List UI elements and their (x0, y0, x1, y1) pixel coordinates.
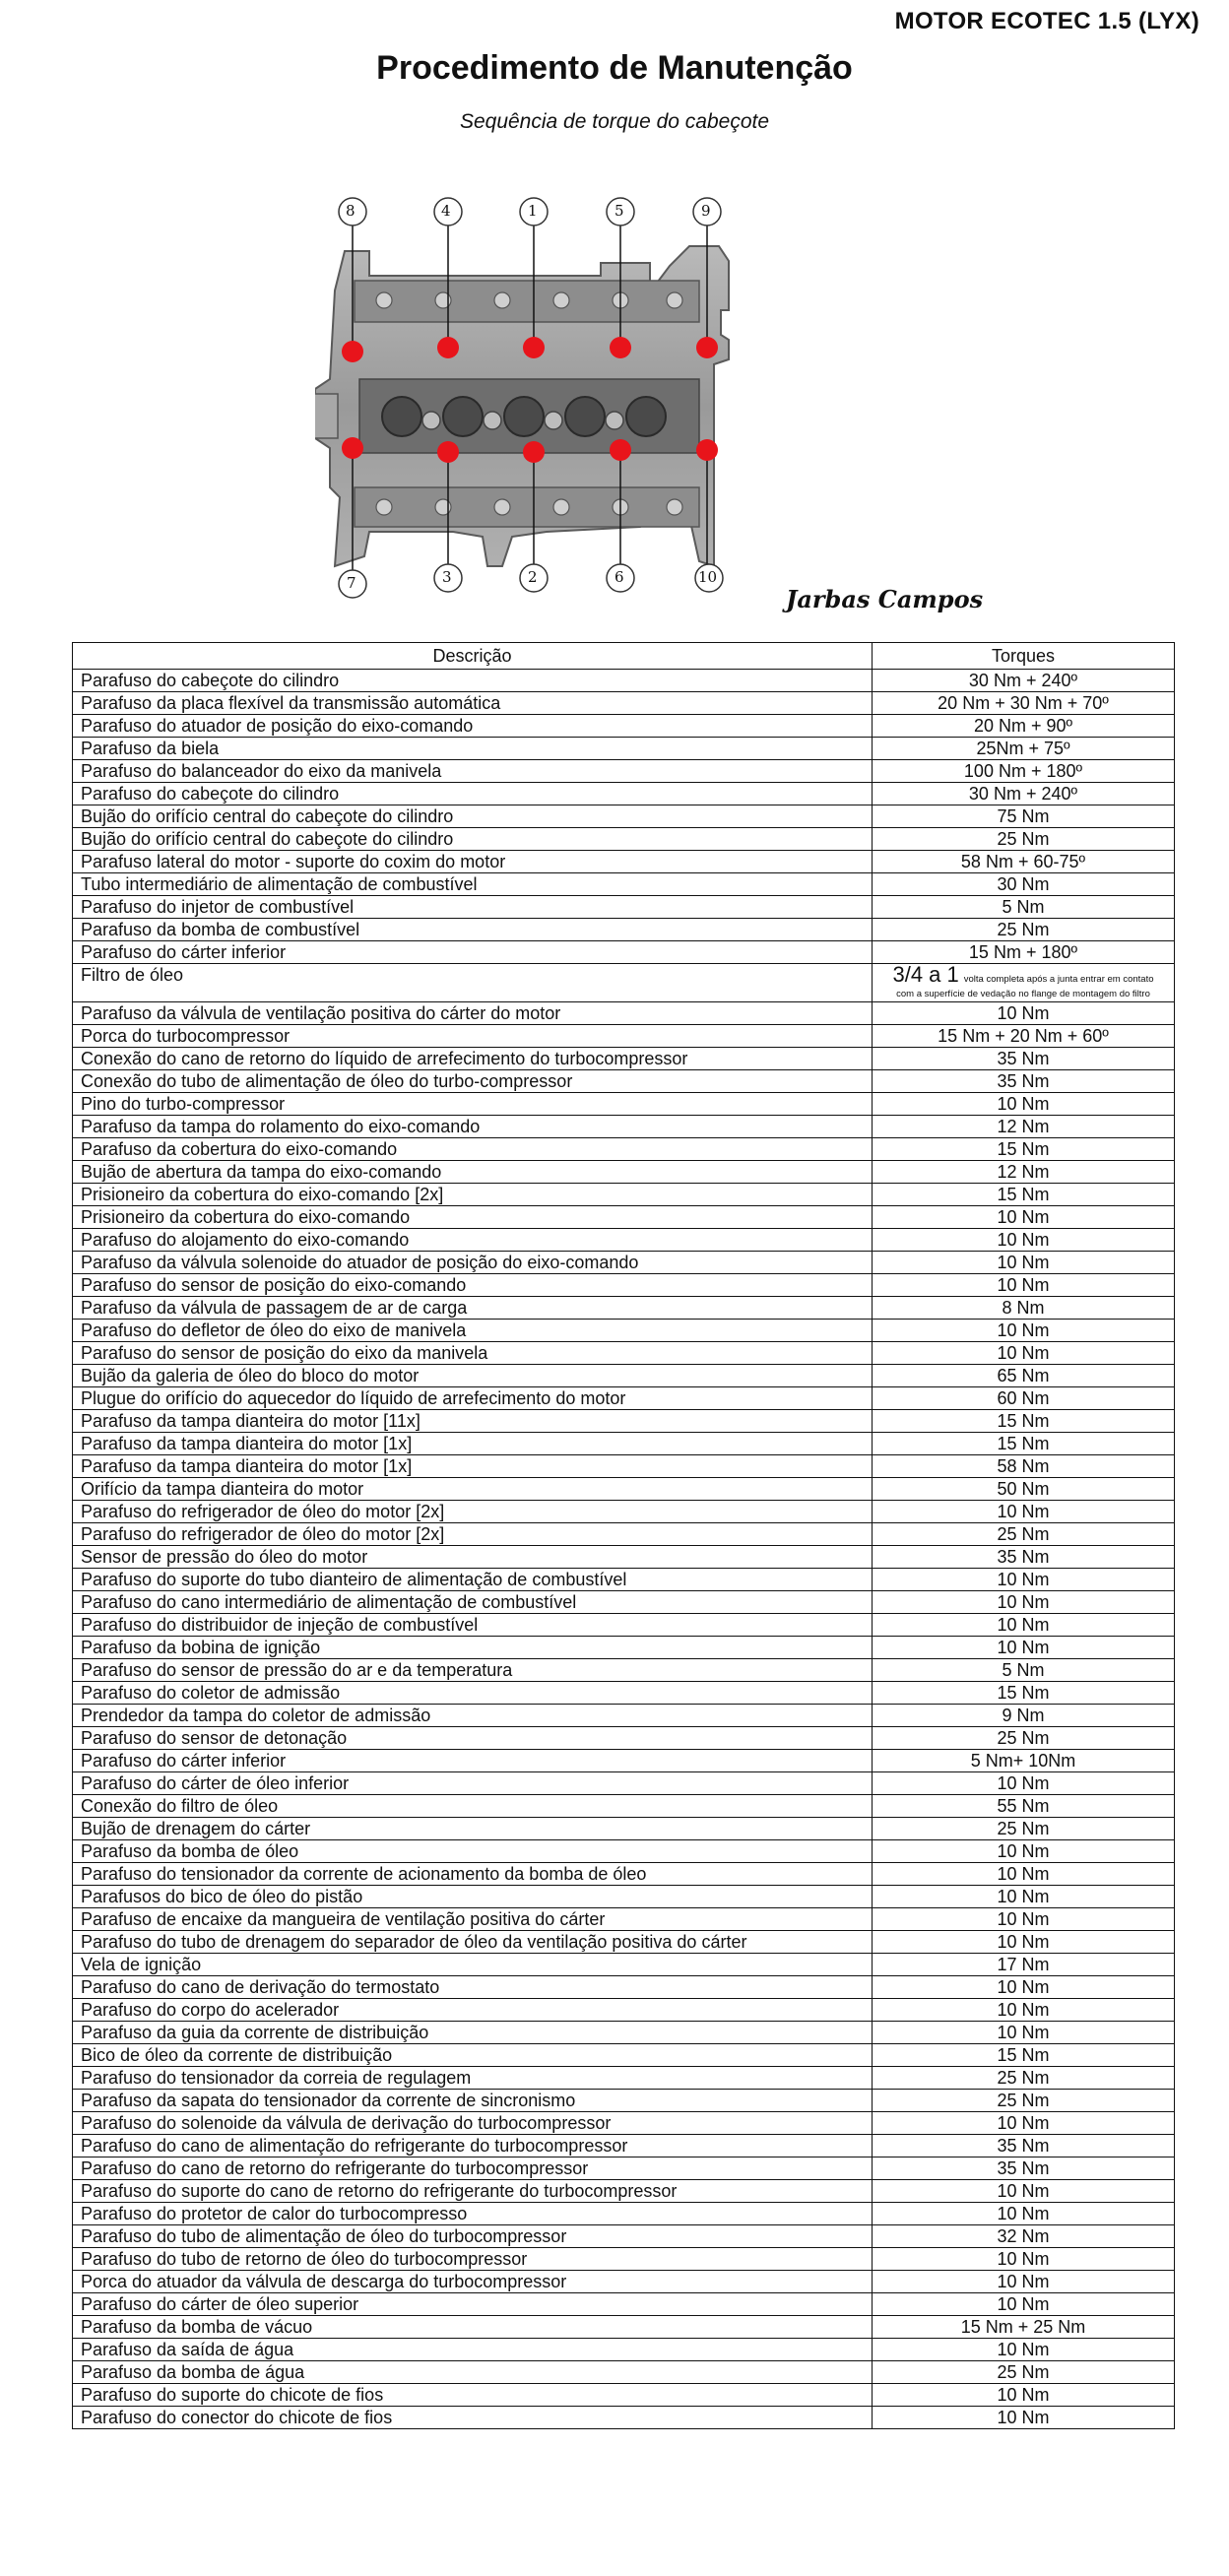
table-row (73, 1184, 1175, 1206)
torque-cell: 65 Nm (873, 1365, 1175, 1387)
table-row (73, 1274, 1175, 1297)
bolt-label: 1 (528, 202, 538, 220)
description-cell: Conexão do filtro de óleo (73, 1795, 873, 1818)
table-row (73, 1523, 1175, 1546)
description-cell: Bujão de abertura da tampa do eixo-comando (73, 1161, 873, 1184)
torque-cell: 5 Nm+ 10Nm (873, 1750, 1175, 1772)
table-row (73, 1070, 1175, 1093)
description-cell: Parafuso da sapata do tensionador da corrente de sincronismo (73, 2090, 873, 2112)
description-cell: Parafuso do tubo de drenagem do separador de óleo da ventilação positiva do cárter (73, 1931, 873, 1954)
description-cell: Parafuso da tampa do rolamento do eixo-comando (73, 1116, 873, 1138)
description-cell: Porca do atuador da válvula de descarga do turbocompressor (73, 2271, 873, 2293)
torque-cell: 10 Nm (873, 1840, 1175, 1863)
torque-cell: 58 Nm + 60-75º (873, 851, 1175, 873)
bolt-label: 4 (441, 202, 451, 220)
description-cell: Parafuso da guia da corrente de distribuição (73, 2022, 873, 2044)
table-row (73, 1682, 1175, 1705)
torque-cell: 15 Nm + 20 Nm + 60º (873, 1025, 1175, 1048)
description-cell: Parafuso do cabeçote do cilindro (73, 783, 873, 805)
torque-cell: 10 Nm (873, 1772, 1175, 1795)
description-cell: Prisioneiro da cobertura do eixo-comando [2x] (73, 1184, 873, 1206)
description-cell: Tubo intermediário de alimentação de combustível (73, 873, 873, 896)
bolt-label: 5 (614, 202, 624, 220)
table-row (73, 1750, 1175, 1772)
description-cell: Parafuso do corpo do acelerador (73, 1999, 873, 2022)
torque-cell: 55 Nm (873, 1795, 1175, 1818)
description-cell: Bujão da galeria de óleo do bloco do motor (73, 1365, 873, 1387)
description-cell: Parafuso do tensionador da corrente de acionamento da bomba de óleo (73, 1863, 873, 1886)
torque-cell: 60 Nm (873, 1387, 1175, 1410)
table-row (73, 1931, 1175, 1954)
table-row (73, 738, 1175, 760)
description-cell: Parafuso da válvula de passagem de ar de carga (73, 1297, 873, 1320)
table-row (73, 1116, 1175, 1138)
torque-cell: 10 Nm (873, 1999, 1175, 2022)
table-row (73, 2090, 1175, 2112)
torque-cell: 35 Nm (873, 1070, 1175, 1093)
table-row (73, 2112, 1175, 2135)
torque-cell: 10 Nm (873, 1342, 1175, 1365)
description-cell: Parafuso do refrigerador de óleo do motor [2x] (73, 1523, 873, 1546)
torque-cell: 17 Nm (873, 1954, 1175, 1976)
description-cell: Parafuso do distribuidor de injeção de combustível (73, 1614, 873, 1637)
description-cell: Parafuso da válvula solenoide do atuador de posição do eixo-comando (73, 1252, 873, 1274)
torque-cell: 15 Nm (873, 1682, 1175, 1705)
torque-note: com a superfície de vedação no flange de montagem do filtro (896, 989, 1150, 999)
description-cell: Parafuso da bomba de vácuo (73, 2316, 873, 2339)
table-row (73, 964, 1175, 1002)
torque-cell: 30 Nm (873, 873, 1175, 896)
table-row (73, 1637, 1175, 1659)
table-row (73, 1569, 1175, 1591)
torque-cell: 10 Nm (873, 1206, 1175, 1229)
table-row (73, 1705, 1175, 1727)
description-cell: Prisioneiro da cobertura do eixo-comando (73, 1206, 873, 1229)
torque-cell: 10 Nm (873, 1274, 1175, 1297)
table-row (73, 1320, 1175, 1342)
table-row (73, 692, 1175, 715)
table-row (73, 1772, 1175, 1795)
torque-cell: 10 Nm (873, 2339, 1175, 2361)
torque-cell: 25Nm + 75º (873, 738, 1175, 760)
table-row (73, 783, 1175, 805)
torque-cell: 30 Nm + 240º (873, 783, 1175, 805)
table-row (73, 2157, 1175, 2180)
table-row (73, 2316, 1175, 2339)
torque-cell: 8 Nm (873, 1297, 1175, 1320)
torque-cell: 10 Nm (873, 2271, 1175, 2293)
torque-cell: 12 Nm (873, 1116, 1175, 1138)
torque-cell: 20 Nm + 30 Nm + 70º (873, 692, 1175, 715)
description-cell: Parafuso da biela (73, 738, 873, 760)
table-row (73, 2293, 1175, 2316)
engine-label: MOTOR ECOTEC 1.5 (LYX) (894, 8, 1199, 34)
torque-cell: 10 Nm (873, 2022, 1175, 2044)
torque-table (72, 642, 1175, 2429)
description-cell: Bujão do orifício central do cabeçote do cilindro (73, 805, 873, 828)
table-row (73, 1478, 1175, 1501)
torque-cell: 25 Nm (873, 2067, 1175, 2090)
description-cell: Parafuso da tampa dianteira do motor [1x] (73, 1455, 873, 1478)
torque-cell: 35 Nm (873, 2135, 1175, 2157)
description-cell: Parafuso do coletor de admissão (73, 1682, 873, 1705)
torque-cell: 30 Nm + 240º (873, 670, 1175, 692)
torque-cell: 10 Nm (873, 2384, 1175, 2407)
table-row (73, 2225, 1175, 2248)
torque-cell: 15 Nm (873, 1184, 1175, 1206)
description-cell: Parafusos do bico de óleo do pistão (73, 1886, 873, 1908)
description-cell: Parafuso do suporte do chicote de fios (73, 2384, 873, 2407)
table-row (73, 1455, 1175, 1478)
description-cell: Parafuso do atuador de posição do eixo-comando (73, 715, 873, 738)
description-cell: Parafuso do sensor de pressão do ar e da temperatura (73, 1659, 873, 1682)
torque-cell: 32 Nm (873, 2225, 1175, 2248)
description-cell: Parafuso da placa flexível da transmissão automática (73, 692, 873, 715)
description-cell: Parafuso de encaixe da mangueira de ventilação positiva do cárter (73, 1908, 873, 1931)
description-cell: Parafuso do tensionador da correia de regulagem (73, 2067, 873, 2090)
torque-cell: 25 Nm (873, 919, 1175, 941)
cylinder-head-torque-diagram (315, 192, 867, 606)
table-row (73, 1591, 1175, 1614)
table-row (73, 2203, 1175, 2225)
description-cell: Parafuso do cano intermediário de alimentação de combustível (73, 1591, 873, 1614)
torque-cell: 9 Nm (873, 1705, 1175, 1727)
table-row (73, 1976, 1175, 1999)
description-cell: Bico de óleo da corrente de distribuição (73, 2044, 873, 2067)
table-row (73, 851, 1175, 873)
table-row (73, 760, 1175, 783)
bolt-label: 3 (442, 568, 452, 586)
description-cell: Parafuso do solenoide da válvula de derivação do turbocompressor (73, 2112, 873, 2135)
description-cell: Vela de ignição (73, 1954, 873, 1976)
description-cell: Parafuso do tubo de alimentação de óleo do turbocompressor (73, 2225, 873, 2248)
page-title: Procedimento de Manutenção (376, 49, 853, 87)
description-cell: Parafuso da tampa dianteira do motor [1x] (73, 1433, 873, 1455)
table-row (73, 1659, 1175, 1682)
table-row (73, 1999, 1175, 2022)
torque-cell: 10 Nm (873, 1002, 1175, 1025)
table-row (73, 1048, 1175, 1070)
description-cell: Parafuso do cárter de óleo inferior (73, 1772, 873, 1795)
description-cell: Sensor de pressão do óleo do motor (73, 1546, 873, 1569)
torque-cell: 25 Nm (873, 2361, 1175, 2384)
torque-cell: 10 Nm (873, 2180, 1175, 2203)
description-cell: Parafuso do cárter de óleo superior (73, 2293, 873, 2316)
torque-cell: 10 Nm (873, 1093, 1175, 1116)
description-cell: Parafuso do conector do chicote de fios (73, 2407, 873, 2429)
table-row (73, 805, 1175, 828)
description-cell: Parafuso do cano de alimentação do refrigerante do turbocompressor (73, 2135, 873, 2157)
torque-cell: 15 Nm (873, 1433, 1175, 1455)
description-cell: Conexão do cano de retorno do líquido de arrefecimento do turbocompressor (73, 1048, 873, 1070)
author-signature: Jarbas Campos (786, 585, 984, 613)
table-row (73, 1546, 1175, 1569)
description-cell: Parafuso do cano de derivação do termostato (73, 1976, 873, 1999)
table-row (73, 1138, 1175, 1161)
torque-cell: 58 Nm (873, 1455, 1175, 1478)
table-row (73, 1252, 1175, 1274)
description-cell: Parafuso do cárter inferior (73, 1750, 873, 1772)
bolt-label: 6 (614, 568, 624, 586)
torque-cell: 35 Nm (873, 1546, 1175, 1569)
torque-cell: 10 Nm (873, 2203, 1175, 2225)
torque-cell: 15 Nm (873, 1138, 1175, 1161)
description-cell: Parafuso do sensor de posição do eixo da manivela (73, 1342, 873, 1365)
torque-cell: 25 Nm (873, 1727, 1175, 1750)
description-cell: Parafuso do cárter inferior (73, 941, 873, 964)
table-row (73, 715, 1175, 738)
torque-cell: 25 Nm (873, 1818, 1175, 1840)
torque-cell: 10 Nm (873, 1229, 1175, 1252)
description-cell: Parafuso do defletor de óleo do eixo de manivela (73, 1320, 873, 1342)
torque-cell: 50 Nm (873, 1478, 1175, 1501)
table-row (73, 2044, 1175, 2067)
description-cell: Parafuso lateral do motor - suporte do coxim do motor (73, 851, 873, 873)
table-row (73, 2067, 1175, 2090)
description-cell: Parafuso da saída de água (73, 2339, 873, 2361)
description-cell: Parafuso da tampa dianteira do motor [11x] (73, 1410, 873, 1433)
table-row (73, 1387, 1175, 1410)
table-row (73, 1229, 1175, 1252)
table-row (73, 1795, 1175, 1818)
table-row (73, 1025, 1175, 1048)
torque-cell: 10 Nm (873, 2248, 1175, 2271)
description-cell: Parafuso do sensor de posição do eixo-comando (73, 1274, 873, 1297)
torque-cell: 10 Nm (873, 1931, 1175, 1954)
table-row (73, 1206, 1175, 1229)
torque-cell: 75 Nm (873, 805, 1175, 828)
torque-cell: 10 Nm (873, 1637, 1175, 1659)
description-cell: Orifício da tampa dianteira do motor (73, 1478, 873, 1501)
torque-cell: 10 Nm (873, 1501, 1175, 1523)
table-body (73, 670, 1175, 2429)
table-row (73, 2022, 1175, 2044)
column-header-description: Descrição (73, 643, 873, 670)
torque-cell: 10 Nm (873, 1569, 1175, 1591)
description-cell: Bujão de drenagem do cárter (73, 1818, 873, 1840)
description-cell: Parafuso da bobina de ignição (73, 1637, 873, 1659)
table-row (73, 2339, 1175, 2361)
table-row (73, 1161, 1175, 1184)
table-row (73, 1365, 1175, 1387)
description-cell: Parafuso do cano de retorno do refrigerante do turbocompressor (73, 2157, 873, 2180)
description-cell: Parafuso do sensor de detonação (73, 1727, 873, 1750)
torque-cell: 35 Nm (873, 2157, 1175, 2180)
torque-cell: 25 Nm (873, 2090, 1175, 2112)
torque-cell: 12 Nm (873, 1161, 1175, 1184)
torque-cell: 15 Nm + 25 Nm (873, 2316, 1175, 2339)
table-row (73, 1886, 1175, 1908)
torque-cell: 10 Nm (873, 1591, 1175, 1614)
table-row (73, 1840, 1175, 1863)
table-row (73, 919, 1175, 941)
torque-cell: 10 Nm (873, 2112, 1175, 2135)
table-row (73, 2248, 1175, 2271)
torque-cell: 10 Nm (873, 2293, 1175, 2316)
torque-cell: 10 Nm (873, 1863, 1175, 1886)
description-cell: Parafuso do protetor de calor do turbocompresso (73, 2203, 873, 2225)
torque-cell: 10 Nm (873, 1252, 1175, 1274)
torque-cell: 15 Nm (873, 2044, 1175, 2067)
table-row (73, 1908, 1175, 1931)
table-row (73, 2361, 1175, 2384)
table-row (73, 1727, 1175, 1750)
torque-cell: 5 Nm (873, 1659, 1175, 1682)
table-row (73, 2271, 1175, 2293)
table-row (73, 1614, 1175, 1637)
description-cell: Parafuso da bomba de água (73, 2361, 873, 2384)
description-cell: Parafuso do refrigerador de óleo do motor [2x] (73, 1501, 873, 1523)
torque-cell: 35 Nm (873, 1048, 1175, 1070)
description-cell: Plugue do orifício do aquecedor do líquido de arrefecimento do motor (73, 1387, 873, 1410)
column-header-torque: Torques (873, 643, 1175, 670)
description-cell: Parafuso do tubo de retorno de óleo do turbocompressor (73, 2248, 873, 2271)
table-row (73, 1093, 1175, 1116)
table-row (73, 1410, 1175, 1433)
torque-value: 3/4 a 1 (892, 962, 959, 987)
description-cell: Parafuso do balanceador do eixo da manivela (73, 760, 873, 783)
description-cell: Parafuso do suporte do tubo dianteiro de alimentação de combustível (73, 1569, 873, 1591)
description-cell: Parafuso da bomba de combustível (73, 919, 873, 941)
table-row (73, 1297, 1175, 1320)
torque-cell: 25 Nm (873, 1523, 1175, 1546)
description-cell: Parafuso da cobertura do eixo-comando (73, 1138, 873, 1161)
bolt-label: 7 (347, 574, 356, 592)
torque-note: volta completa após a junta entrar em contato (963, 974, 1154, 985)
table-row (73, 2407, 1175, 2429)
description-cell: Porca do turbocompressor (73, 1025, 873, 1048)
description-cell: Conexão do tubo de alimentação de óleo do turbo-compressor (73, 1070, 873, 1093)
table-row (73, 896, 1175, 919)
description-cell: Parafuso do suporte do cano de retorno do refrigerante do turbocompressor (73, 2180, 873, 2203)
torque-cell: 5 Nm (873, 896, 1175, 919)
bolt-label: 8 (346, 202, 356, 220)
description-cell: Filtro de óleo (73, 964, 873, 1002)
torque-cell: 10 Nm (873, 1614, 1175, 1637)
description-cell: Pino do turbo-compressor (73, 1093, 873, 1116)
description-cell: Bujão do orifício central do cabeçote do cilindro (73, 828, 873, 851)
torque-cell: 15 Nm (873, 1410, 1175, 1433)
table-row (73, 1863, 1175, 1886)
description-cell: Parafuso da bomba de óleo (73, 1840, 873, 1863)
table-row (73, 2180, 1175, 2203)
table-row (73, 941, 1175, 964)
bolt-label: 2 (528, 568, 538, 586)
torque-cell: 10 Nm (873, 1886, 1175, 1908)
table-row (73, 2135, 1175, 2157)
description-cell: Parafuso do injetor de combustível (73, 896, 873, 919)
torque-cell: 25 Nm (873, 828, 1175, 851)
page-subtitle: Sequência de torque do cabeçote (459, 110, 770, 133)
table-row (73, 1002, 1175, 1025)
table-row (73, 1818, 1175, 1840)
torque-cell: 10 Nm (873, 1976, 1175, 1999)
torque-cell: 10 Nm (873, 1320, 1175, 1342)
table-header-row (73, 643, 1175, 670)
table-row (73, 873, 1175, 896)
table-row (73, 1954, 1175, 1976)
torque-cell: 15 Nm + 180º (873, 941, 1175, 964)
torque-cell: 10 Nm (873, 1908, 1175, 1931)
description-cell: Parafuso da válvula de ventilação positiva do cárter do motor (73, 1002, 873, 1025)
table-row (73, 1501, 1175, 1523)
table-row (73, 1342, 1175, 1365)
cylinder-head-illustration-icon (315, 192, 867, 606)
torque-cell (873, 964, 1175, 1002)
table-row (73, 1433, 1175, 1455)
torque-cell: 100 Nm + 180º (873, 760, 1175, 783)
description-cell: Prendedor da tampa do coletor de admissão (73, 1705, 873, 1727)
description-cell: Parafuso do alojamento do eixo-comando (73, 1229, 873, 1252)
table-row (73, 670, 1175, 692)
description-cell: Parafuso do cabeçote do cilindro (73, 670, 873, 692)
bolt-label: 9 (701, 202, 711, 220)
bolt-label: 10 (698, 568, 718, 586)
torque-cell: 20 Nm + 90º (873, 715, 1175, 738)
table-row (73, 828, 1175, 851)
torque-cell: 10 Nm (873, 2407, 1175, 2429)
table-row (73, 2384, 1175, 2407)
